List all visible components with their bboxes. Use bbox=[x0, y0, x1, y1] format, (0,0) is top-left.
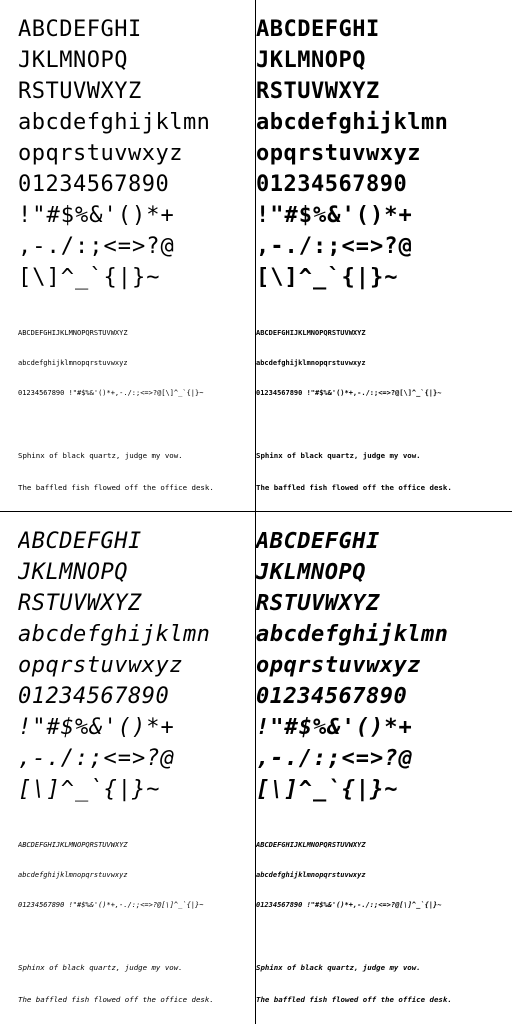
big-line-symbols-2: ,-./:;<=>?@ bbox=[256, 234, 413, 259]
big-line-symbols-1: !"#$%&'()*+ bbox=[18, 203, 175, 228]
big-line-lowercase-1: abcdefghijklmn bbox=[256, 110, 449, 135]
big-line-symbols-3: [\]^_`{|}~ bbox=[256, 265, 399, 290]
pangram-line: Sphinx of black quartz, judge my vow. bbox=[256, 963, 421, 972]
big-line-uppercase-1: ABCDEFGHI bbox=[256, 529, 380, 554]
pangram bbox=[18, 430, 258, 514]
big-line-symbols-2: ,-./:;<=>?@ bbox=[18, 746, 175, 771]
big-line-lowercase-2: opqrstuvwxyz bbox=[18, 141, 183, 166]
small-charset bbox=[18, 308, 258, 418]
small-charset-upper: ABCDEFGHIJKLMNOPQRSTUVWXYZ bbox=[256, 329, 366, 337]
pangram-line: Sphinx of black quartz, judge my vow. bbox=[256, 451, 421, 460]
big-line-uppercase-2: JKLMNOPQ bbox=[256, 48, 366, 73]
big-line-symbols-3: [\]^_`{|}~ bbox=[256, 777, 399, 802]
small-charset-digits-symbols: 01234567890 !"#$%&'()*+,-./:;<=>?@[\]^_`{|}~ bbox=[256, 901, 442, 909]
small-charset-digits-symbols: 01234567890 !"#$%&'()*+,-./:;<=>?@[\]^_`{|}~ bbox=[18, 389, 204, 397]
small-charset-digits-symbols: 01234567890 !"#$%&'()*+,-./:;<=>?@[\]^_`{|}~ bbox=[256, 389, 442, 397]
big-line-uppercase-2: JKLMNOPQ bbox=[256, 560, 366, 585]
pangram-line: Sphinx of black quartz, judge my vow. bbox=[18, 963, 183, 972]
small-charset-upper: ABCDEFGHIJKLMNOPQRSTUVWXYZ bbox=[18, 329, 128, 337]
big-line-symbols-1: !"#$%&'()*+ bbox=[256, 715, 413, 740]
big-line-digits: 01234567890 bbox=[256, 684, 408, 709]
panel-bold bbox=[256, 14, 496, 514]
small-charset bbox=[18, 820, 258, 930]
big-line-uppercase-2: JKLMNOPQ bbox=[18, 560, 128, 585]
big-line-uppercase-1: ABCDEFGHI bbox=[18, 17, 142, 42]
small-charset-digits-symbols: 01234567890 !"#$%&'()*+,-./:;<=>?@[\]^_`{|}~ bbox=[18, 901, 204, 909]
big-line-uppercase-3: RSTUVWXYZ bbox=[18, 591, 142, 616]
panel-bold-italic bbox=[256, 526, 496, 1026]
panel-regular bbox=[18, 14, 258, 514]
big-line-digits: 01234567890 bbox=[256, 172, 408, 197]
big-line-uppercase-2: JKLMNOPQ bbox=[18, 48, 128, 73]
small-charset-upper: ABCDEFGHIJKLMNOPQRSTUVWXYZ bbox=[18, 841, 128, 849]
big-line-symbols-2: ,-./:;<=>?@ bbox=[18, 234, 175, 259]
small-charset-lower: abcdefghijklmnopqrstuvwxyz bbox=[256, 359, 366, 367]
small-charset bbox=[256, 820, 496, 930]
big-line-lowercase-1: abcdefghijklmn bbox=[18, 110, 211, 135]
pangram-line: The baffled fish flowed off the office desk. bbox=[18, 994, 214, 1004]
small-charset-lower: abcdefghijklmnopqrstuvwxyz bbox=[18, 871, 128, 879]
pangram bbox=[256, 942, 496, 1026]
big-line-uppercase-3: RSTUVWXYZ bbox=[256, 79, 380, 104]
big-line-lowercase-1: abcdefghijklmn bbox=[18, 622, 211, 647]
pangram bbox=[18, 942, 258, 1026]
pangram-line: The baffled fish flowed off the office desk. bbox=[256, 994, 452, 1004]
big-line-symbols-1: !"#$%&'()*+ bbox=[256, 203, 413, 228]
panel-italic bbox=[18, 526, 258, 1026]
pangram-line: The baffled fish flowed off the office desk. bbox=[18, 482, 214, 492]
pangram bbox=[256, 430, 496, 514]
small-charset-upper: ABCDEFGHIJKLMNOPQRSTUVWXYZ bbox=[256, 841, 366, 849]
big-line-symbols-1: !"#$%&'()*+ bbox=[18, 715, 175, 740]
small-charset-lower: abcdefghijklmnopqrstuvwxyz bbox=[256, 871, 366, 879]
big-line-digits: 01234567890 bbox=[18, 684, 170, 709]
small-charset-lower: abcdefghijklmnopqrstuvwxyz bbox=[18, 359, 128, 367]
pangram-line: Sphinx of black quartz, judge my vow. bbox=[18, 451, 183, 460]
big-line-lowercase-2: opqrstuvwxyz bbox=[256, 653, 421, 678]
big-line-lowercase-1: abcdefghijklmn bbox=[256, 622, 449, 647]
big-line-lowercase-2: opqrstuvwxyz bbox=[18, 653, 183, 678]
big-line-uppercase-1: ABCDEFGHI bbox=[18, 529, 142, 554]
big-line-digits: 01234567890 bbox=[18, 172, 170, 197]
big-line-lowercase-2: opqrstuvwxyz bbox=[256, 141, 421, 166]
pangram-line: The baffled fish flowed off the office desk. bbox=[256, 482, 452, 492]
big-line-symbols-2: ,-./:;<=>?@ bbox=[256, 746, 413, 771]
big-line-symbols-3: [\]^_`{|}~ bbox=[18, 265, 161, 290]
big-line-uppercase-3: RSTUVWXYZ bbox=[256, 591, 380, 616]
big-line-symbols-3: [\]^_`{|}~ bbox=[18, 777, 161, 802]
small-charset bbox=[256, 308, 496, 418]
big-line-uppercase-1: ABCDEFGHI bbox=[256, 17, 380, 42]
big-line-uppercase-3: RSTUVWXYZ bbox=[18, 79, 142, 104]
